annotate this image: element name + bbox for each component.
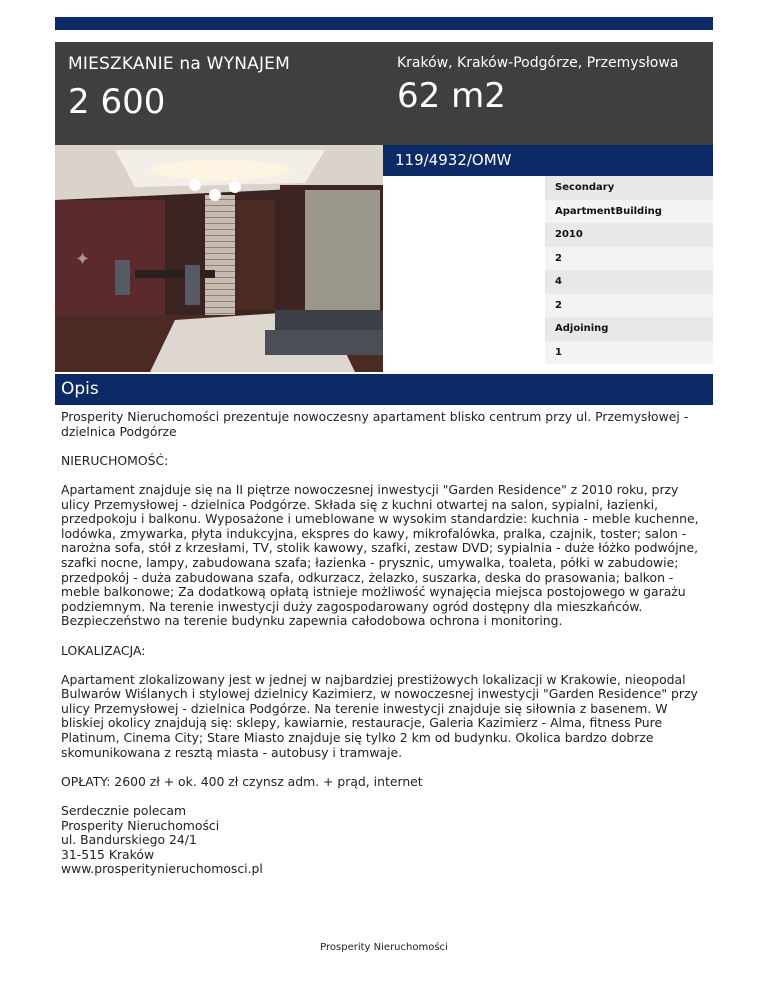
contact-company: Prosperity Nieruchomości (61, 817, 220, 833)
reference-bar (383, 145, 713, 176)
contact-website: www.prosperitynieruchomosci.pl (61, 861, 263, 877)
location: Kraków, Kraków-Podgórze, Przemysłowa (397, 55, 679, 71)
param-row (383, 247, 713, 271)
description-paragraph: Prosperity Nieruchomości prezentuje nowoczesny apartament blisko centrum przy ul. Przemysłowej - dzielnica Podgórze (61, 409, 689, 439)
description-section-bar (55, 374, 713, 405)
header-left (68, 54, 378, 122)
contact-street: ul. Bandurskiego 24/1 (61, 832, 197, 848)
contact-block (61, 804, 711, 877)
param-value: Adjoining (555, 323, 609, 334)
param-value: Secondary (555, 182, 615, 193)
param-value: 1 (555, 346, 562, 358)
param-row (383, 317, 713, 341)
param-row (383, 200, 713, 224)
parameters-table (383, 176, 713, 364)
page-footer: Prosperity Nieruchomości (320, 942, 448, 953)
param-value: 2010 (555, 229, 583, 240)
description (61, 410, 711, 877)
listing-header (55, 42, 713, 145)
interior-photo-illustration (55, 145, 383, 372)
param-value: 2 (555, 299, 562, 311)
param-row (383, 341, 713, 365)
description-paragraph: Apartament znajduje się na II piętrze nowoczesnej inwestycji "Garden Residence" z 2010 roku, przy ulicy Przemysłowej - dzielnica Podgórze. Składa się z kuchni otwartej na salon, sypialni, łazienki, przedpokoju i balkonu. Wyposażone i umeblowane w wysokim standardzie: kuchnia - meble kuchenne, lodówka, zmywarka, płyta indukcyjna, ekspres do kawy, mikrofalówka, pralka, czajnik, toster; salon - narożna sofa, stół z krzesłami, TV, stolik kawowy, szafki, zestaw DVD; sypialnia - duże łóżko podwójne, szafki nocne, lampy, zabudowana szafa; łazienka - prysznic, umywalka, toaleta, półki w zabudowie; przedpokój - duża zabudowana szafa, odkurzacz, żelazko, suszarka, deska do prasowania; balkon - meble balkonowe; Za dodatkową opłatą istnieje możliwość wynajęcia miejsca postojowego w garażu podziemnym. Na terenie inwestycji duży zagospodarowany ogród dostępny dla mieszkańców. Bezpieczeństwo na terenie budynku zapewnia całodobowa ochrona i monitoring. (61, 481, 699, 629)
top-accent-bar (55, 17, 713, 30)
price: 2 600 (68, 82, 166, 122)
param-value: ApartmentBuilding (555, 205, 662, 217)
param-value: 2 (555, 252, 562, 264)
param-row (383, 176, 713, 200)
description-heading: LOKALIZACJA: (61, 642, 146, 658)
section-title: Opis (61, 379, 99, 399)
description-heading: NIERUCHOMOŚĆ: (61, 452, 169, 468)
property-photo (55, 145, 383, 372)
description-paragraph: Apartament zlokalizowany jest w jednej w najbardziej prestiżowych lokalizacji w Krakowie, nieopodal Bulwarów Wiślanych i stylowej dzielnicy Kazimierz, w nowoczesnej inwestycji "Garden Residence" przy ulicy Przemysłowej - dzielnica Podgórze. Na terenie inwestycji znajduje się siłownia z basenem. W bliskiej okolicy znajdują się: sklepy, kawiarnie, restauracje, Galeria Kazimierz - Alma, fitness Pure Platinum, Cinema City; Stare Miasto znajduje się tylko 2 km od budynku. Okolica bardzo dobrze skomunikowana z resztą miasta - autobusy i tramwaje. (61, 671, 698, 760)
header-right (397, 54, 697, 116)
param-row (383, 270, 713, 294)
param-value: 4 (555, 276, 562, 287)
reference-number: 119/4932/OMW (395, 151, 512, 169)
contact-line: Serdecznie polecam (61, 803, 187, 819)
fees-paragraph: OPŁATY: 2600 zł + ok. 400 zł czynsz adm. + prąd, internet (61, 773, 423, 789)
area: 62 m2 (397, 76, 506, 116)
offer-type: MIESZKANIE na WYNAJEM (68, 54, 290, 74)
param-row (383, 294, 713, 318)
contact-city: 31-515 Kraków (61, 846, 155, 862)
param-row (383, 223, 713, 247)
svg-text:✦: ✦ (75, 249, 91, 270)
